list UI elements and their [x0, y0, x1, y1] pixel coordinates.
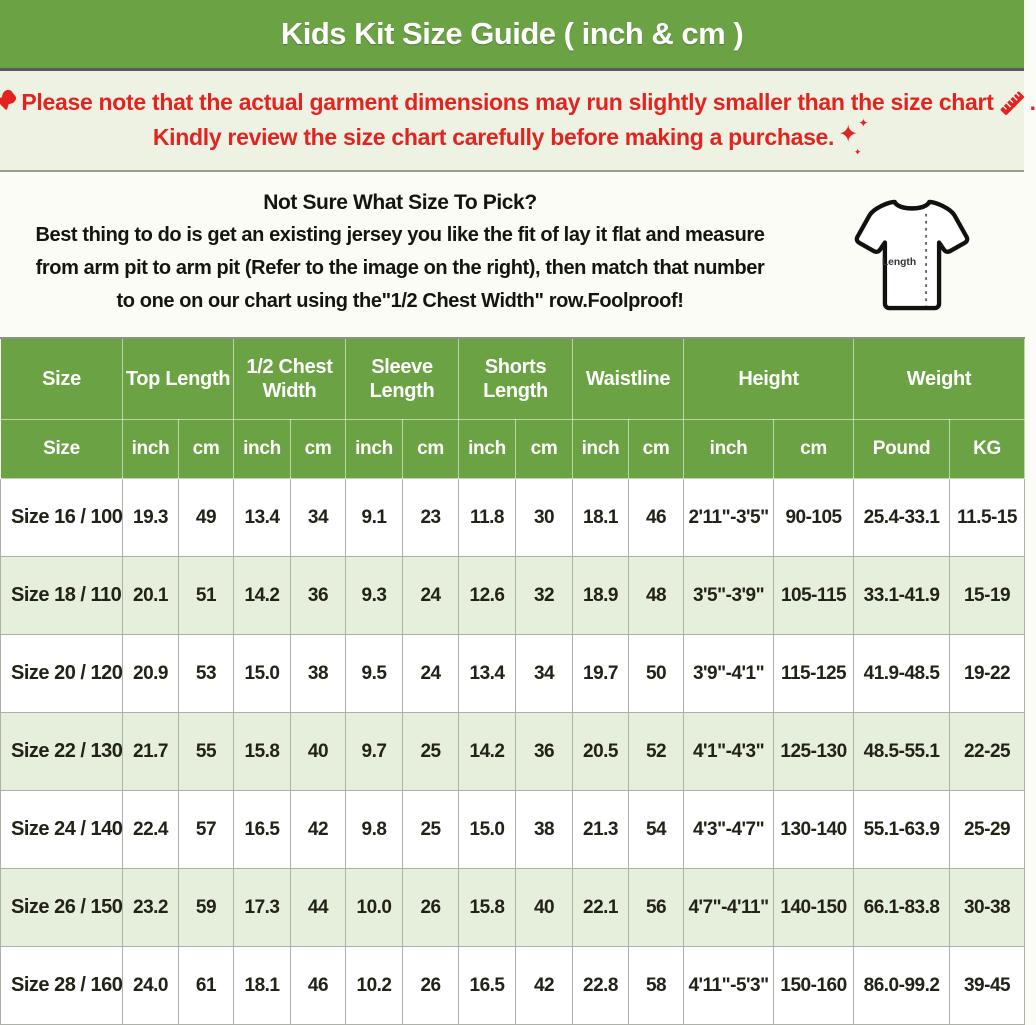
cell: 53	[179, 635, 234, 713]
cell: 32	[516, 557, 573, 635]
col-group-waistline: Waistline	[573, 338, 684, 420]
info-line-1: Best thing to do is get an existing jersey you like the fit of lay it flat and measure	[35, 224, 765, 246]
cell: 48.5-55.1	[854, 713, 950, 791]
cell: 115-125	[774, 635, 854, 713]
col-sub-5-inch: inch	[346, 420, 403, 479]
table-row	[1, 479, 1025, 557]
cell: 19.7	[573, 635, 629, 713]
cell: 17.3	[234, 869, 291, 947]
col-group-sleeve-length: Sleeve Length	[346, 338, 459, 420]
cell: 18.9	[573, 557, 629, 635]
page-title: Kids Kit Size Guide ( inch & cm )	[280, 16, 744, 51]
col-sub-0-size: Size	[1, 420, 123, 479]
table-row	[1, 869, 1025, 947]
col-sub-10-cm: cm	[629, 420, 684, 479]
table-row	[1, 557, 1025, 635]
cell: 44	[291, 869, 346, 947]
cell: 16.5	[234, 791, 291, 869]
cell: 25.4-33.1	[854, 479, 950, 557]
cell: 13.4	[459, 635, 516, 713]
cell: 30	[516, 479, 573, 557]
notice-line-2	[152, 115, 871, 157]
cell: 13.4	[234, 479, 291, 557]
cell: 24	[403, 635, 459, 713]
cell: 30-38	[950, 869, 1025, 947]
cell: 49	[179, 479, 234, 557]
cell: 140-150	[774, 869, 854, 947]
notice-text-2: Kindly review the size chart carefully before making a purchase.	[152, 124, 835, 150]
cell: 15.8	[459, 869, 516, 947]
cell: 55.1-63.9	[854, 791, 950, 869]
notice-line-1	[0, 88, 1036, 118]
cell: 33.1-41.9	[854, 557, 950, 635]
cell: 38	[291, 635, 346, 713]
cell: 26	[403, 869, 459, 947]
cell: 55	[179, 713, 234, 791]
table-row	[1, 791, 1025, 869]
cell: 18.1	[573, 479, 629, 557]
cell: 19.3	[123, 479, 179, 557]
cell: 19-22	[950, 635, 1025, 713]
cell: 4'7"-4'11"	[684, 869, 774, 947]
col-sub-4-cm: cm	[291, 420, 346, 479]
table-row	[1, 635, 1025, 713]
row-size-label: Size 16 / 100	[1, 479, 123, 557]
cell: 42	[291, 791, 346, 869]
cell: 48	[629, 557, 684, 635]
cell: 36	[516, 713, 573, 791]
col-sub-6-cm: cm	[403, 420, 459, 479]
cell: 9.5	[346, 635, 403, 713]
info-line-3: to one on our chart using the"1/2 Chest Width" row.Foolproof!	[116, 290, 684, 312]
cell: 23	[403, 479, 459, 557]
cell: 46	[629, 479, 684, 557]
notice-banner	[0, 71, 1036, 172]
cell: 61	[179, 947, 234, 1025]
info-text	[0, 172, 800, 337]
cell: 22.1	[573, 869, 629, 947]
col-sub-13-pound: Pound	[854, 420, 950, 479]
col-group-shorts-length: Shorts Length	[459, 338, 573, 420]
info-heading: Not Sure What Size To Pick?	[263, 191, 537, 214]
cell: 4'3"-4'7"	[684, 791, 774, 869]
cell: 58	[629, 947, 684, 1025]
col-group-top-length: Top Length	[123, 338, 234, 420]
cell: 54	[629, 791, 684, 869]
cell: 15.8	[234, 713, 291, 791]
col-sub-7-inch: inch	[459, 420, 516, 479]
cell: 10.0	[346, 869, 403, 947]
table-row	[1, 947, 1025, 1025]
col-sub-11-inch: inch	[684, 420, 774, 479]
cell: 86.0-99.2	[854, 947, 950, 1025]
row-size-label: Size 20 / 120	[1, 635, 123, 713]
col-group-size: Size	[1, 338, 123, 420]
cell: 59	[179, 869, 234, 947]
col-sub-3-inch: inch	[234, 420, 291, 479]
cell: 90-105	[774, 479, 854, 557]
cell: 2'11"-3'5"	[684, 479, 774, 557]
cell: 3'5"-3'9"	[684, 557, 774, 635]
cell: 9.8	[346, 791, 403, 869]
cell: 11.8	[459, 479, 516, 557]
cell: 9.1	[346, 479, 403, 557]
cell: 21.7	[123, 713, 179, 791]
cell: 36	[291, 557, 346, 635]
cell: 50	[629, 635, 684, 713]
row-size-label: Size 26 / 150	[1, 869, 123, 947]
notice-text-1: Please note that the actual garment dimensions may run slightly smaller than the size chart	[21, 89, 994, 115]
ruler-icon	[997, 88, 1027, 118]
row-size-label: Size 24 / 140	[1, 791, 123, 869]
cell: 16.5	[459, 947, 516, 1025]
cell: 21.3	[573, 791, 629, 869]
title-bar	[0, 0, 1024, 71]
col-sub-1-inch: inch	[123, 420, 179, 479]
cell: 150-160	[774, 947, 854, 1025]
cell: 39-45	[950, 947, 1025, 1025]
cell: 10.2	[346, 947, 403, 1025]
col-group-1-2-chest-width: 1/2 Chest Width	[234, 338, 346, 420]
row-size-label: Size 22 / 130	[1, 713, 123, 791]
cell: 20.5	[573, 713, 629, 791]
cell: 25	[403, 713, 459, 791]
cell: 46	[291, 947, 346, 1025]
cell: 24.0	[123, 947, 179, 1025]
cell: 20.1	[123, 557, 179, 635]
tshirt-diagram	[800, 172, 1024, 337]
cell: 18.1	[234, 947, 291, 1025]
cell: 40	[516, 869, 573, 947]
info-line-2: from arm pit to arm pit (Refer to the image on the right), then match that number	[35, 257, 765, 279]
cell: 25	[403, 791, 459, 869]
cell: 14.2	[459, 713, 516, 791]
col-group-height: Height	[684, 338, 854, 420]
col-group-weight: Weight	[854, 338, 1025, 420]
row-size-label: Size 28 / 160	[1, 947, 123, 1025]
row-size-label: Size 18 / 110	[1, 557, 123, 635]
size-guide-table	[0, 337, 1025, 1025]
col-sub-8-cm: cm	[516, 420, 573, 479]
sparkles-icon: ✦ ✦ ✦	[838, 115, 869, 157]
cell: 57	[179, 791, 234, 869]
cell: 130-140	[774, 791, 854, 869]
shirt-length-label: Length	[881, 256, 917, 268]
cell: 34	[516, 635, 573, 713]
col-sub-14-kg: KG	[950, 420, 1025, 479]
cell: 25-29	[950, 791, 1025, 869]
table-row	[1, 713, 1025, 791]
cell: 12.6	[459, 557, 516, 635]
cell: 40	[291, 713, 346, 791]
cell: 42	[516, 947, 573, 1025]
col-sub-9-inch: inch	[573, 420, 629, 479]
cell: 9.3	[346, 557, 403, 635]
cell: 105-115	[774, 557, 854, 635]
cell: 34	[291, 479, 346, 557]
cell: 52	[629, 713, 684, 791]
cell: 66.1-83.8	[854, 869, 950, 947]
cell: 51	[179, 557, 234, 635]
cell: 22.8	[573, 947, 629, 1025]
cell: 14.2	[234, 557, 291, 635]
cell: 9.7	[346, 713, 403, 791]
cell: 56	[629, 869, 684, 947]
cell: 15.0	[459, 791, 516, 869]
cell: 125-130	[774, 713, 854, 791]
cell: 26	[403, 947, 459, 1025]
notice-text-1-end: .	[1029, 89, 1036, 115]
cell: 4'11"-5'3"	[684, 947, 774, 1025]
cell: 24	[403, 557, 459, 635]
cell: 41.9-48.5	[854, 635, 950, 713]
cell: 23.2	[123, 869, 179, 947]
col-sub-12-cm: cm	[774, 420, 854, 479]
pushpin-icon	[0, 88, 18, 118]
cell: 15.0	[234, 635, 291, 713]
info-section	[0, 172, 1024, 337]
cell: 3'9"-4'1"	[684, 635, 774, 713]
cell: 4'1"-4'3"	[684, 713, 774, 791]
cell: 15-19	[950, 557, 1025, 635]
cell: 22-25	[950, 713, 1025, 791]
cell: 11.5-15	[950, 479, 1025, 557]
cell: 22.4	[123, 791, 179, 869]
col-sub-2-cm: cm	[179, 420, 234, 479]
cell: 38	[516, 791, 573, 869]
cell: 20.9	[123, 635, 179, 713]
